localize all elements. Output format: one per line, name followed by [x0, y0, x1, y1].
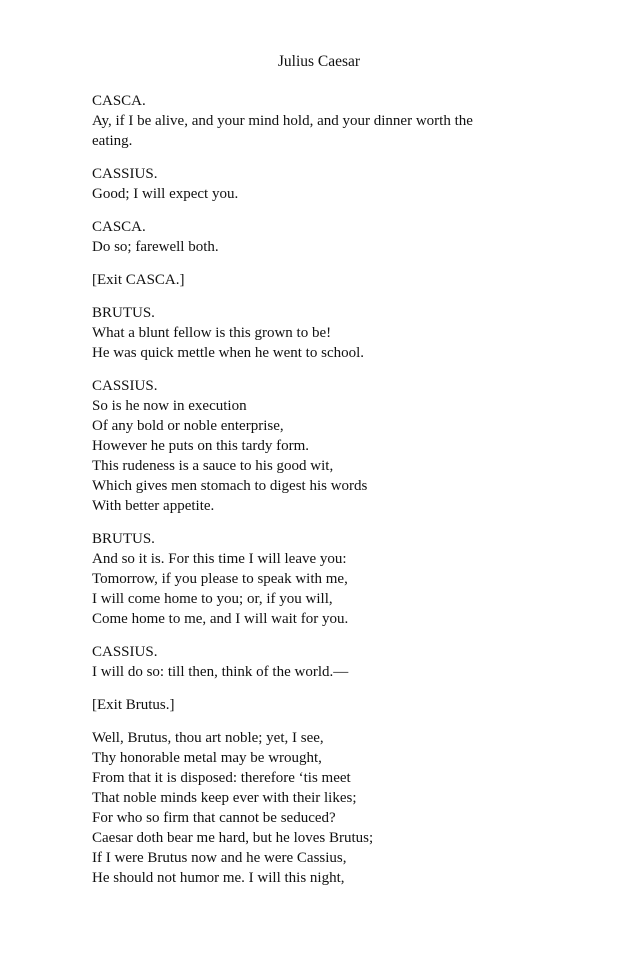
text-block: [92, 529, 552, 629]
text-line: Do so; farewell both.: [92, 239, 219, 255]
text-line: He should not humor me. I will this night,: [92, 870, 345, 886]
text-block: [92, 642, 552, 682]
text-line: If I were Brutus now and he were Cassius,: [92, 850, 347, 866]
text-line: I will come home to you; or, if you will,: [92, 591, 333, 607]
text-line: Of any bold or noble enterprise,: [92, 418, 284, 434]
text-line: What a blunt fellow is this grown to be!: [92, 325, 332, 341]
text-block: [92, 303, 552, 363]
text-line: Good; I will expect you.: [92, 186, 239, 202]
text-block: [92, 217, 552, 257]
text-line: Ay, if I be alive, and your mind hold, and your dinner worth the eating.: [92, 113, 473, 149]
text-line: Which gives men stomach to digest his words: [92, 478, 368, 494]
speaker-name: BRUTUS.: [92, 531, 155, 547]
speaker-name: CASSIUS.: [92, 166, 158, 182]
text-block: [92, 376, 552, 516]
text-block: [92, 270, 552, 290]
text-line: Well, Brutus, thou art noble; yet, I see,: [92, 730, 324, 746]
text-line: Tomorrow, if you please to speak with me,: [92, 571, 348, 587]
text-line: With better appetite.: [92, 498, 215, 514]
document-title: Julius Caesar: [277, 53, 361, 70]
text-line: Thy honorable metal may be wrought,: [92, 750, 322, 766]
speaker-name: CASSIUS.: [92, 644, 158, 660]
text-block: [92, 91, 552, 151]
text-line: For who so firm that cannot be seduced?: [92, 810, 336, 826]
text-line: And so it is. For this time I will leave you:: [92, 551, 347, 567]
speaker-name: BRUTUS.: [92, 305, 155, 321]
text-line: I will do so: till then, think of the world.—: [92, 664, 349, 680]
stage-direction: [Exit Brutus.]: [92, 697, 175, 713]
text-line: So is he now in execution: [92, 398, 247, 414]
text-block: [92, 164, 552, 204]
stage-direction: [Exit CASCA.]: [92, 272, 185, 288]
speaker-name: CASCA.: [92, 93, 146, 109]
text-line: This rudeness is a sauce to his good wit,: [92, 458, 334, 474]
speaker-name: CASCA.: [92, 219, 146, 235]
text-block: [92, 695, 552, 715]
text-block: [92, 728, 552, 888]
speaker-name: CASSIUS.: [92, 378, 158, 394]
play-text: [92, 91, 552, 901]
text-line: He was quick mettle when he went to school.: [92, 345, 365, 361]
text-line: From that it is disposed: therefore ‘tis meet: [92, 770, 351, 786]
text-line: However he puts on this tardy form.: [92, 438, 310, 454]
text-line: Caesar doth bear me hard, but he loves Brutus;: [92, 830, 374, 846]
text-line: Come home to me, and I will wait for you.: [92, 611, 349, 627]
text-line: That noble minds keep ever with their likes;: [92, 790, 357, 806]
